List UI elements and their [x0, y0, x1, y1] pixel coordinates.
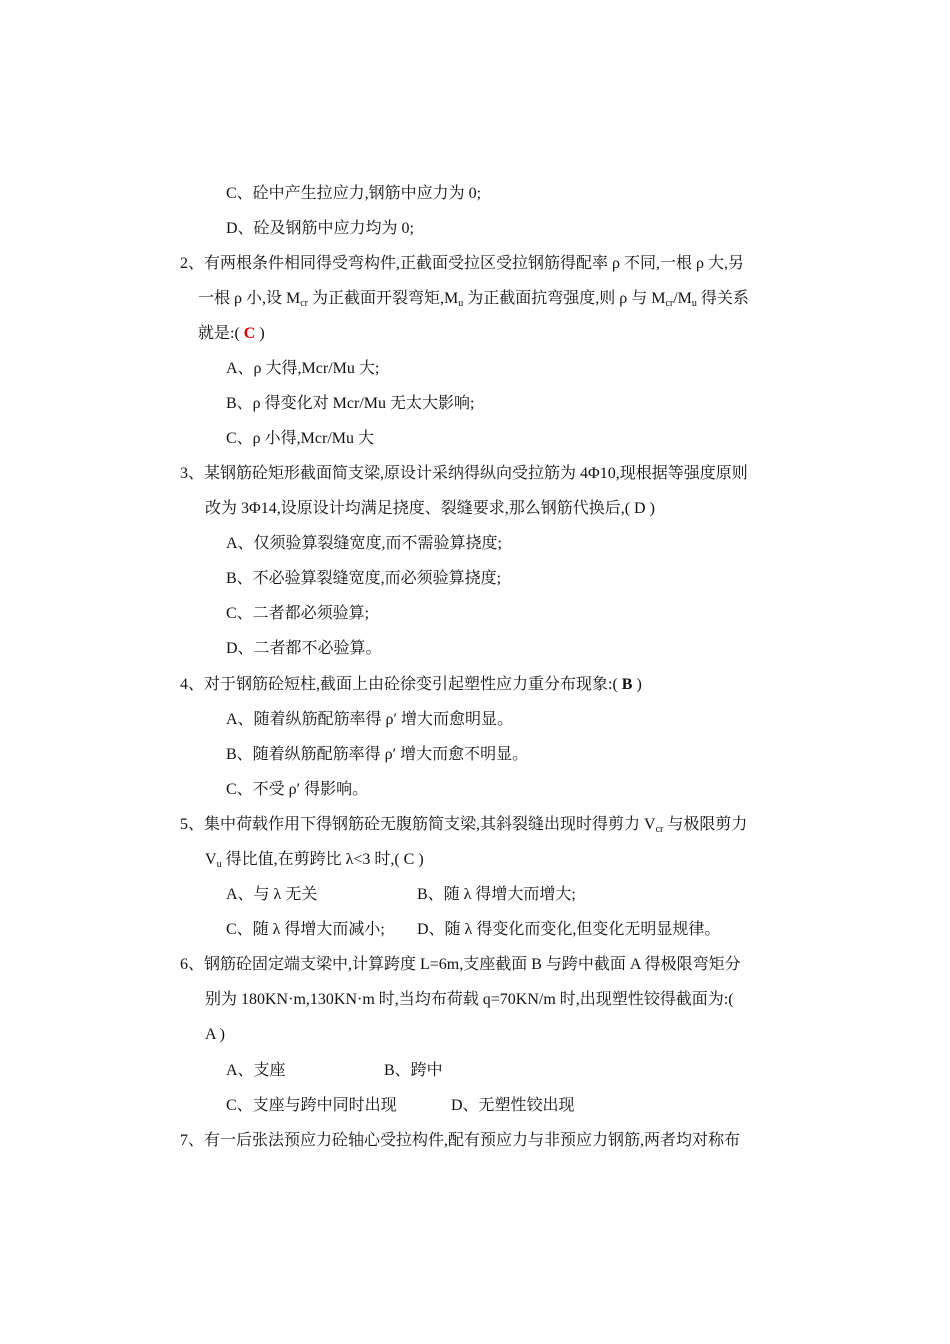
q3-option-d: D、二者都不必验算。: [226, 640, 382, 657]
q5-option-b: B、随 λ 得增大而增大;: [417, 886, 576, 903]
q5-text: 与极限剪力: [663, 816, 748, 833]
q2-text: ): [255, 325, 265, 342]
q3-stem-line1: 3、某钢筋砼矩形截面简支梁,原设计采纳得纵向受拉筋为 4Φ10,现根据等强度原则: [180, 465, 748, 482]
subscript: cr: [300, 298, 308, 309]
q2-text: 为正截面开裂弯矩,M: [308, 290, 459, 307]
subscript: u: [216, 859, 222, 870]
q4-text: 4、对于钢筋砼短柱,截面上由砼徐变引起塑性应力重分布现象:(: [180, 676, 622, 693]
q4-option-c: C、不受 ρ′ 得影响。: [226, 781, 369, 798]
q2-stem-line2: [198, 289, 749, 314]
q2-stem-line3: [198, 324, 265, 344]
q6-option-d: D、无塑性铰出现: [451, 1097, 575, 1114]
q4-stem: [180, 675, 642, 695]
q5-text: 得比值,在剪跨比 λ<3 时,( C ): [221, 851, 424, 868]
q2-option-a: A、ρ 大得,Mcr/Mu 大;: [226, 360, 380, 377]
q5-stem-line1: [180, 815, 747, 840]
subscript: cr: [665, 298, 674, 309]
q5-text: 5、集中荷载作用下得钢筋砼无腹筋简支梁,其斜裂缝出现时得剪力 V: [180, 816, 656, 833]
q2-text: /M: [673, 290, 692, 307]
q6-option-c: C、支座与跨中同时出现: [226, 1097, 397, 1114]
q7-stem-line1: 7、有一后张法预应力砼轴心受拉构件,配有预应力与非预应力钢筋,两者均对称布: [180, 1132, 741, 1149]
q6-stem-line3: A ): [205, 1026, 225, 1043]
q2-text: 一根 ρ 小,设 M: [198, 290, 301, 307]
q2-text: 就是:(: [198, 325, 244, 342]
q6-stem-line2: 别为 180KN·m,130KN·m 时,当均布荷载 q=70KN/m 时,出现塑性铰得截面为:(: [205, 991, 734, 1008]
q5-stem-line2: [205, 850, 424, 875]
subscript: u: [458, 298, 464, 309]
q6-stem-line1: 6、钢筋砼固定端支梁中,计算跨度 L=6m,支座截面 B 与跨中截面 A 得极限弯矩分: [180, 956, 741, 973]
q3-stem-line2: 改为 3Φ14,设原设计均满足挠度、裂缝要求,那么钢筋代换后,( D ): [205, 500, 655, 517]
q5-text: V: [205, 851, 217, 868]
q4-text: ): [632, 676, 642, 693]
q5-option-a: A、与 λ 无关: [226, 886, 318, 903]
q3-option-c: C、二者都必须验算;: [226, 605, 370, 622]
q1-option-d: D、砼及钢筋中应力均为 0;: [226, 220, 415, 237]
q2-text: 为正截面抗弯强度,则 ρ 与 M: [463, 290, 666, 307]
q2-text: 得关系: [696, 290, 749, 307]
q2-stem-line1: 2、有两根条件相同得受弯构件,正截面受拉区受拉钢筋得配率 ρ 不同,一根 ρ 大,另: [180, 255, 744, 272]
q4-option-b: B、随着纵筋配筋率得 ρ′ 增大而愈不明显。: [226, 746, 529, 763]
subscript: u: [691, 298, 697, 309]
q4-answer: B: [621, 676, 633, 693]
q5-option-c: C、随 λ 得增大而减小;: [226, 921, 385, 938]
q3-option-b: B、不必验算裂缝宽度,而必须验算挠度;: [226, 570, 502, 587]
q3-option-a: A、仅须验算裂缝宽度,而不需验算挠度;: [226, 535, 503, 552]
q2-option-b: B、ρ 得变化对 Mcr/Mu 无太大影响;: [226, 395, 475, 412]
subscript: cr: [655, 824, 664, 835]
q5-option-d: D、随 λ 得变化而变化,但变化无明显规律。: [417, 921, 721, 938]
q6-option-a: A、支座: [226, 1062, 286, 1079]
q4-option-a: A、随着纵筋配筋率得 ρ′ 增大而愈明显。: [226, 711, 514, 728]
q2-answer: C: [243, 325, 256, 342]
q6-option-b: B、跨中: [384, 1062, 443, 1079]
q1-option-c: C、砼中产生拉应力,钢筋中应力为 0;: [226, 185, 482, 202]
q2-option-c: C、ρ 小得,Mcr/Mu 大: [226, 430, 374, 447]
